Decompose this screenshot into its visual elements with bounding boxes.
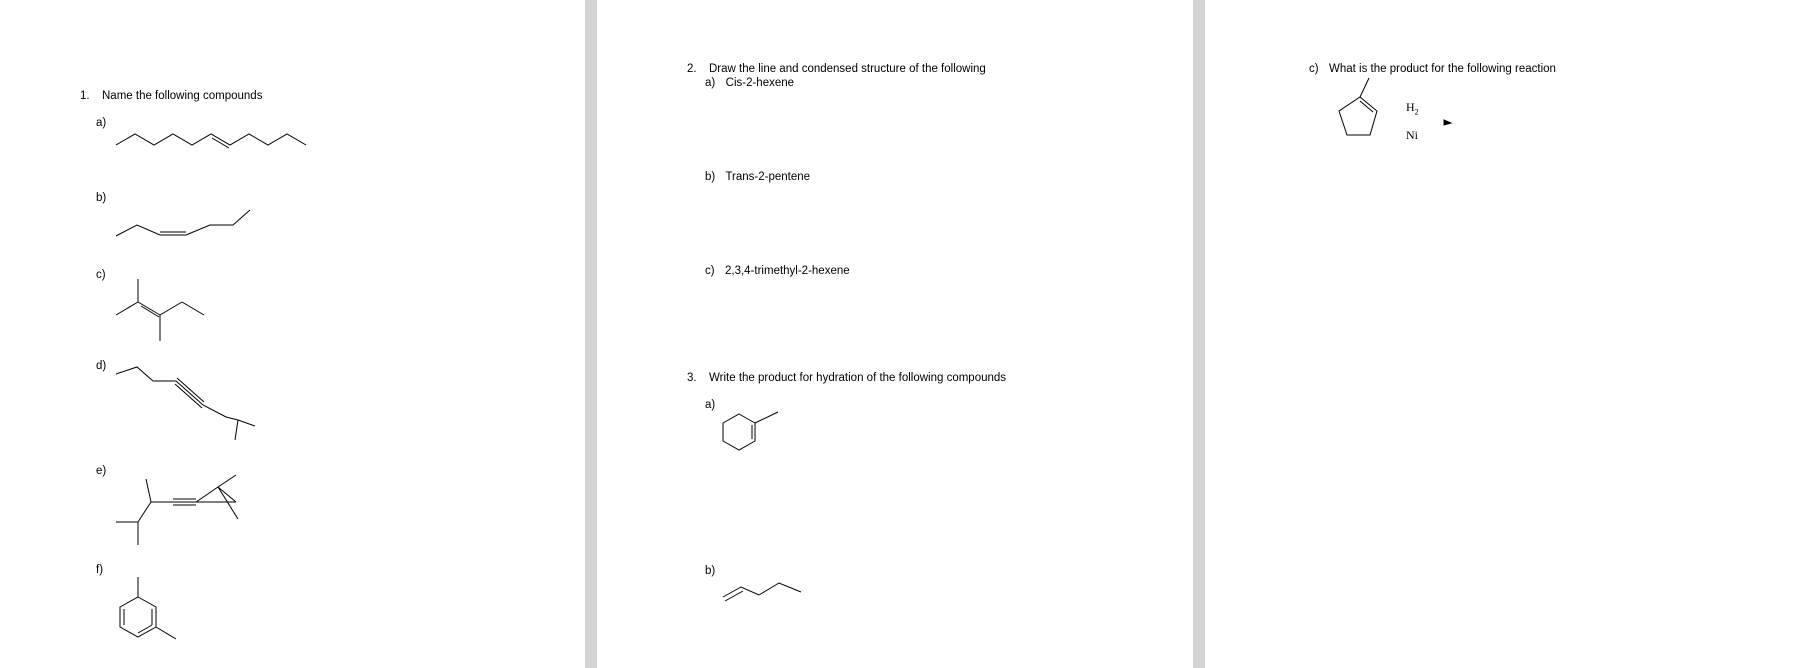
reagent-h2 bbox=[1406, 100, 1419, 119]
reagent-h2-text: H bbox=[1406, 100, 1415, 114]
q2-item-c-text: 2,3,4-trimethyl-2-hexene bbox=[725, 265, 850, 277]
q1-item-d-label: d) bbox=[96, 360, 107, 372]
q2-item-b-label: b) bbox=[705, 171, 716, 183]
page-3 bbox=[1205, 0, 1794, 668]
q1-item-a-label: a) bbox=[96, 117, 107, 129]
q2-heading bbox=[687, 62, 986, 76]
page-2 bbox=[597, 0, 1193, 668]
q2-item-c bbox=[705, 264, 850, 278]
q3-b-alkene-structure bbox=[721, 575, 811, 605]
q2-item-a bbox=[705, 76, 794, 90]
q1-item-e-label: e) bbox=[96, 465, 107, 477]
reagent-h2-subscript: 2 bbox=[1414, 107, 1419, 117]
q1-b-alkene-structure bbox=[110, 200, 250, 245]
q2c-label: c) bbox=[1309, 63, 1319, 75]
q2-item-a-text: Cis-2-hexene bbox=[725, 77, 795, 89]
q2-number: 2. bbox=[687, 63, 697, 75]
q1-item-c-label: c) bbox=[96, 269, 106, 281]
q2-item-b bbox=[705, 170, 810, 184]
q1-d-alkyne-structure bbox=[110, 365, 270, 445]
q2c-heading bbox=[1309, 62, 1556, 76]
q3-title: Write the product for hydration of the following compounds bbox=[709, 372, 1007, 384]
q1-a-alkene-structure bbox=[110, 125, 310, 165]
q1-e-alkyne-structure bbox=[110, 475, 250, 550]
page-1 bbox=[0, 0, 585, 668]
q1-c-alkene-structure bbox=[110, 275, 210, 345]
q1-item-b-label: b) bbox=[96, 192, 107, 204]
q2-item-b-text: Trans-2-pentene bbox=[725, 171, 811, 183]
reagent-ni: Ni bbox=[1406, 128, 1418, 142]
q1-title: Name the following compounds bbox=[102, 90, 263, 102]
q3-item-b-label: b) bbox=[705, 565, 716, 577]
q3-number: 3. bbox=[687, 372, 697, 384]
q2-item-a-label: a) bbox=[705, 77, 716, 89]
page-gutter-2 bbox=[1193, 0, 1205, 668]
q1-heading bbox=[80, 89, 262, 103]
q2-item-c-label: c) bbox=[705, 265, 715, 277]
q3-a-cycloalkene-structure bbox=[721, 410, 801, 460]
methylcyclopentene-structure bbox=[1325, 75, 1385, 145]
q2c-title: What is the product for the following reaction bbox=[1329, 63, 1556, 75]
q1-item-f-label: f) bbox=[96, 564, 104, 576]
q1-number: 1. bbox=[80, 90, 90, 102]
q1-f-aromatic-structure bbox=[110, 575, 190, 655]
q2-title: Draw the line and condensed structure of the following bbox=[709, 63, 986, 75]
page-gutter-1 bbox=[585, 0, 597, 668]
q3-heading bbox=[687, 371, 1006, 385]
reaction-arrow-icon bbox=[1443, 119, 1455, 127]
q3-item-a-label: a) bbox=[705, 399, 716, 411]
